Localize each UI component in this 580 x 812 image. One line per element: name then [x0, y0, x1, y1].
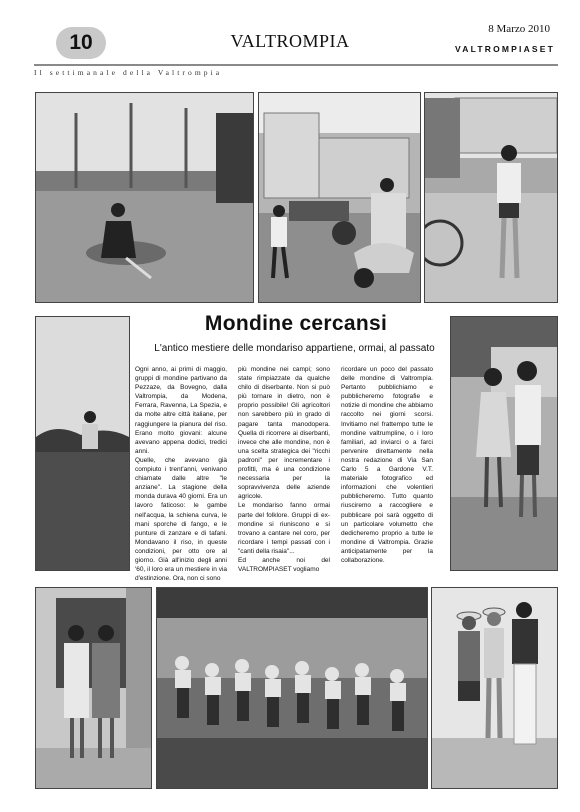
masthead-title: VALTROMPIA — [230, 31, 350, 51]
article-column-1 — [135, 365, 227, 583]
tagline: Il settimanale della Valtrompia — [34, 68, 223, 77]
article-subheadline: L'antico mestiere delle mondariso appartiene, ormai, al passato — [154, 343, 435, 354]
photo-scooter-group — [258, 92, 421, 303]
column-1-paragraph: Quelle, che avevano già compiuto i trent'anni, venivano chiamate dalle altre "le anziane". La stagione della monda durava 40 giorni. Era un lavoro faticoso: le gambe nell'acqua, la schiena curva, le mani sporche di fango, e le punture di zanzare e di tafani. Mondavano il riso, in queste condizioni, per otto ore al giorno. Già all'inizio degli anni '60, il loro era un mestiere in via d'estinzione. Ora, non ci sono — [135, 456, 227, 583]
column-1-paragraph: Ogni anno, ai primi di maggio, gruppi di mondine partivano da Pezzaze, da Bovegno, dalla Valtrompia, da Modena, Ferrara, Ravenna, La Spezia, e da molte altre città italiane, per raggiungere la pianura del riso. Erano molto giovani: alcune avevano appena dodici, tredici anni. — [135, 366, 227, 455]
column-3-paragraph: ricordare un poco del passato delle mondine di Valtrompia. Pertanto pubblichiamo e pubblicheremo fotografie e notizie di mondine che abbiamo raccolto nei giorni scorsi. Invitiamo nel frattempo tutte le mondine valtrumpline, o i loro familiari, ad inviarci o a farci pervenire direttamente nella nostra redazione di Via San Carlo 5 a Gardone V.T. materiale fotografico ed informazioni che volentieri pubblicheremo. Tutto quanto riusciremo a raccogliere e pubblicare poi sarà oggetto di un particolare volumetto che dedicheremo proprio a tutte le mondine di Valtrompia. Grazie anticipatamente per la collaborazione. — [341, 366, 433, 564]
photo-woman-seated-field — [35, 92, 254, 303]
column-2-paragraph: Le mondariso fanno ormai parte del folklore. Gruppi di ex-mondine si riuniscono e si trovano a cantare nel coro, per ricordare i tempi passati con i "canti della risaia"... — [238, 502, 330, 555]
photo-woman-street — [424, 92, 558, 303]
article-column-3 — [341, 365, 433, 565]
article-headline: Mondine cercansi — [204, 312, 388, 335]
header-rule — [34, 64, 558, 66]
photo-two-women-doorway — [35, 587, 152, 789]
article-column-2 — [238, 365, 330, 574]
photo-two-women-right — [450, 316, 558, 571]
column-2-paragraph: più mondine nei campi; sono state rimpiazzate da qualche chilo di diserbante. Non si può più tornare in dietro, non è proprio possibile! Gli agricoltori non sarebbero più in grado di pagare tanta manodopera. Quella di ricorrere ai diserbanti, invece che alle mondine, non è una scelta strategica dei "ricchi padroni" per incrementare i profitti, ma è una condizione necessaria per la sopravvivenza delle aziende agricole. — [238, 366, 330, 501]
issue-date: 8 Marzo 2010 — [488, 23, 550, 35]
brand-name: VALTROMPIASET — [455, 44, 556, 54]
page-number: 10 — [56, 27, 106, 59]
photo-three-people — [431, 587, 558, 789]
photo-rice-field-workers — [156, 587, 428, 789]
column-2-paragraph: Ed anche noi del VALTROMPIASET vogliamo — [238, 556, 330, 574]
photo-woman-standing-left — [35, 316, 130, 571]
